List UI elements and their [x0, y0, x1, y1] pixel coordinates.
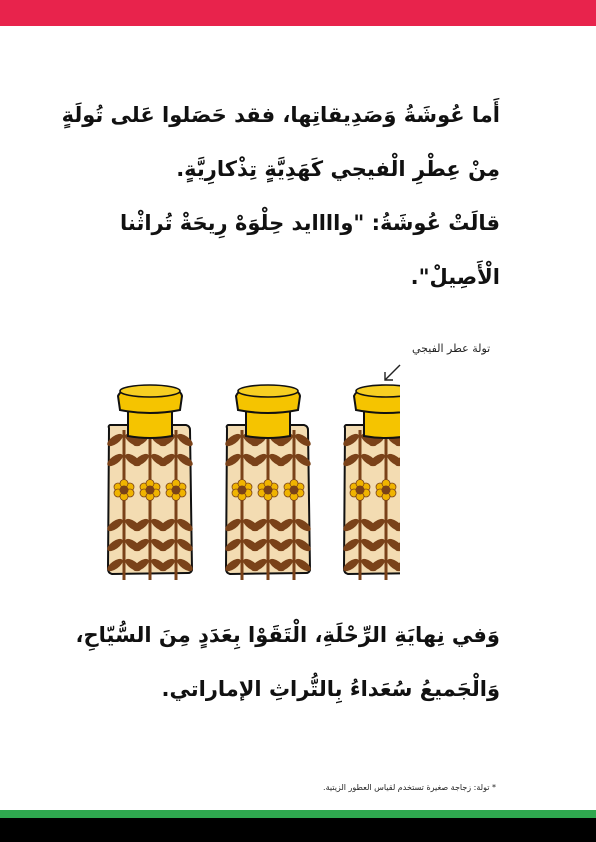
story-line: أَما عُوشَةُ وَصَدِيقاتِها، فقد حَصَلوا عَلى تُولَةٍ [61, 103, 500, 127]
story-line: مِنْ عِطْرِ الْفيجي كَهَدِيَّةٍ تِذْكارِيَّةٍ. [176, 157, 500, 181]
story-paragraph-top [61, 88, 500, 304]
perfume-bottle-icon [341, 385, 400, 580]
footnote: * تولة: زجاجة صغيرة تستخدم لقياس العطور الزيتية. [323, 783, 496, 792]
story-line: قالَتْ عُوشَةُ: "واااايد حِلْوَهْ رِيحَةْ تُراثْنا [119, 211, 500, 235]
story-paragraph-bottom [75, 608, 500, 716]
story-line: الْأَصِيلْ". [410, 265, 500, 289]
bottom-green-bar [0, 810, 596, 818]
top-color-bar [0, 0, 596, 26]
perfume-bottle-icon [105, 385, 194, 580]
perfume-bottles-illustration [100, 380, 400, 580]
perfume-bottle-icon [223, 385, 312, 580]
story-line: وَالْجَميعُ سُعَداءُ بِالتُّراثِ الإماراتي. [161, 677, 500, 701]
bottle-label: تولة عطر الفيجي [412, 342, 491, 355]
bottom-black-bar [0, 818, 596, 842]
story-line: وَفي نِهايَةِ الرِّحْلَةِ، الْتَقَوْا بِعَدَدٍ مِنَ السُّيّاحِ، [75, 623, 500, 647]
